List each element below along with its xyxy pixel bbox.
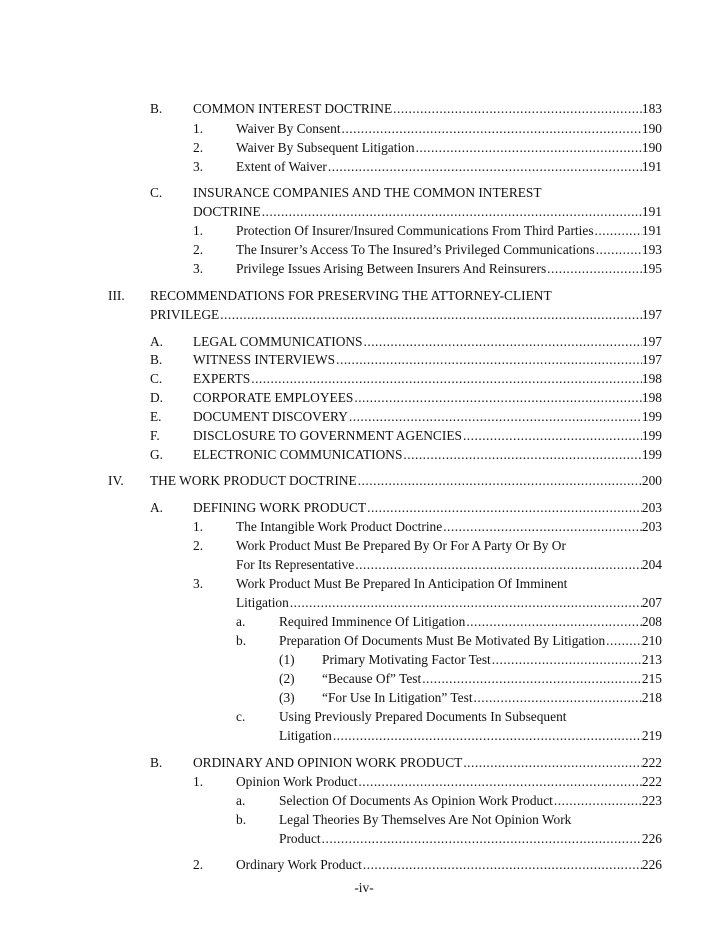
toc-entry-number: 2. <box>193 242 204 257</box>
toc-entry-page: 198 <box>641 390 662 405</box>
toc-entry <box>193 241 662 259</box>
toc-entry-page: 191 <box>641 159 662 174</box>
toc-entry <box>150 351 662 369</box>
toc-entry-title: ORDINARY AND OPINION WORK PRODUCT <box>193 755 463 770</box>
toc-entry-number: (3) <box>279 690 295 705</box>
toc-entry-number: 3. <box>193 261 204 276</box>
toc-entry-number: 2. <box>193 140 204 155</box>
toc-entry-title: DOCTRINE <box>193 204 261 219</box>
toc-entry-title: “For Use In Litigation” Test <box>322 690 473 705</box>
toc-entry-number: a. <box>236 793 246 808</box>
toc-entry-number: A. <box>150 334 164 349</box>
toc-entry <box>193 856 662 874</box>
dot-leader <box>335 351 642 369</box>
toc-entry <box>150 306 662 324</box>
toc-entry-page: 197 <box>641 334 662 349</box>
toc-entry <box>108 472 662 490</box>
dot-leader <box>491 651 642 669</box>
toc-entry-page: 197 <box>641 307 662 322</box>
toc-entry-page: 218 <box>641 690 662 705</box>
toc-entry-number: B. <box>150 101 163 116</box>
toc-entry <box>150 184 542 202</box>
toc-entry-number: G. <box>150 447 164 462</box>
dot-leader <box>353 389 642 407</box>
toc-entry-title: The Intangible Work Product Doctrine <box>236 519 443 534</box>
toc-entry-number: 1. <box>193 121 204 136</box>
toc-entry-title: RECOMMENDATIONS FOR PRESERVING THE ATTORNEY-CLIENT <box>150 288 552 303</box>
toc-entry-number: 3. <box>193 576 204 591</box>
toc-entry <box>150 427 662 445</box>
toc-entry-title: DEFINING WORK PRODUCT <box>193 500 367 515</box>
toc-entry-page: 200 <box>641 473 662 488</box>
dot-leader <box>465 613 642 631</box>
toc-entry-number: 1. <box>193 774 204 789</box>
toc-entry-title: Required Imminence Of Litigation <box>279 614 466 629</box>
dot-leader <box>348 408 642 426</box>
toc-entry <box>150 389 662 407</box>
toc-entry <box>108 287 552 305</box>
toc-entry <box>193 139 662 157</box>
dot-leader <box>357 472 642 490</box>
toc-entry-page: 213 <box>641 652 662 667</box>
toc-entry <box>150 100 662 118</box>
toc-entry-title: Privilege Issues Arising Between Insurers And Reinsurers <box>236 261 547 276</box>
toc-entry-page: 198 <box>641 371 662 386</box>
toc-entry-page: 210 <box>641 633 662 648</box>
dot-leader <box>462 427 642 445</box>
toc-entry-title: DISCLOSURE TO GOVERNMENT AGENCIES <box>193 428 462 443</box>
dot-leader <box>250 370 642 388</box>
toc-entry-page: 222 <box>641 774 662 789</box>
toc-entry <box>236 811 571 829</box>
toc-entry-title: ELECTRONIC COMMUNICATIONS <box>193 447 403 462</box>
dot-leader <box>594 222 642 240</box>
toc-entry-title: Opinion Work Product <box>236 774 358 789</box>
toc-entry-number: 1. <box>193 519 204 534</box>
toc-entry-title: LEGAL COMMUNICATIONS <box>193 334 363 349</box>
toc-entry-title: For Its Representative <box>236 557 355 572</box>
toc-entry-title: Extent of Waiver <box>236 159 327 174</box>
toc-entry <box>236 594 662 612</box>
dot-leader <box>327 158 642 176</box>
toc-entry-title: Selection Of Documents As Opinion Work Product <box>279 793 553 808</box>
dot-leader <box>595 241 642 259</box>
toc-entry-number: b. <box>236 812 247 827</box>
toc-entry-title: Product <box>279 831 321 846</box>
toc-entry-number: 2. <box>193 857 204 872</box>
toc-entry <box>150 333 662 351</box>
toc-entry-number: b. <box>236 633 247 648</box>
toc-entry-page: 199 <box>641 428 662 443</box>
toc-entry <box>150 408 662 426</box>
toc-entry-page: 199 <box>641 409 662 424</box>
toc-entry <box>236 632 662 650</box>
toc-entry <box>193 773 662 791</box>
toc-entry-page: 203 <box>641 519 662 534</box>
toc-entry-title: Protection Of Insurer/Insured Communications From Third Parties <box>236 223 594 238</box>
toc-entry-number: III. <box>108 288 125 303</box>
toc-entry-page: 195 <box>641 261 662 276</box>
toc-entry-title: Work Product Must Be Prepared By Or For A Party Or By Or <box>236 538 566 553</box>
dot-leader <box>289 594 642 612</box>
dot-leader <box>219 306 642 324</box>
toc-entry-number: B. <box>150 352 163 367</box>
toc-entry-title: Primary Motivating Factor Test <box>322 652 491 667</box>
toc-entry-page: 215 <box>641 671 662 686</box>
toc-entry-title: EXPERTS <box>193 371 251 386</box>
dot-leader <box>362 856 642 874</box>
toc-entry <box>279 727 662 745</box>
toc-entry-page: 197 <box>641 352 662 367</box>
toc-entry-number: A. <box>150 500 164 515</box>
toc-entry-number: (2) <box>279 671 295 686</box>
dot-leader <box>357 773 641 791</box>
page-number-footer: -iv- <box>354 880 374 895</box>
dot-leader <box>442 518 642 536</box>
toc-entry-page: 190 <box>641 140 662 155</box>
toc-entry <box>236 708 567 726</box>
toc-entry-number: C. <box>150 371 163 386</box>
toc-entry-title: PRIVILEGE <box>150 307 220 322</box>
dot-leader <box>415 139 642 157</box>
toc-entry <box>150 499 662 517</box>
toc-entry-number: IV. <box>108 473 124 488</box>
toc-entry <box>236 556 662 574</box>
toc-entry-title: DOCUMENT DISCOVERY <box>193 409 348 424</box>
toc-entry-number: (1) <box>279 652 295 667</box>
toc-entry <box>193 120 662 138</box>
toc-entry <box>193 222 662 240</box>
toc-entry-title: Preparation Of Documents Must Be Motivated By Litigation <box>279 633 606 648</box>
toc-entry <box>150 446 662 464</box>
dot-leader <box>421 670 642 688</box>
toc-entry <box>193 158 662 176</box>
toc-entry <box>279 830 662 848</box>
dot-leader <box>402 446 641 464</box>
dot-leader <box>363 333 642 351</box>
toc-entry-title: Ordinary Work Product <box>236 857 362 872</box>
toc-entry-page: 208 <box>641 614 662 629</box>
toc-entry <box>193 575 567 593</box>
toc-entry <box>193 260 662 278</box>
dot-leader <box>366 499 642 517</box>
toc-entry-page: 223 <box>641 793 662 808</box>
toc-entry-title: Litigation <box>236 595 289 610</box>
dot-leader <box>462 754 642 772</box>
toc-entry-page: 199 <box>641 447 662 462</box>
dot-leader <box>553 792 642 810</box>
dot-leader <box>321 830 642 848</box>
toc-entry-page: 191 <box>641 223 662 238</box>
toc-entry-number: 1. <box>193 223 204 238</box>
toc-entry-title: WITNESS INTERVIEWS <box>193 352 336 367</box>
toc-entry-page: 190 <box>641 121 662 136</box>
toc-entry-page: 193 <box>641 242 662 257</box>
toc-entry-title: The Insurer’s Access To The Insured’s Privileged Communications <box>236 242 595 257</box>
toc-entry-page: 226 <box>641 857 662 872</box>
toc-entry-title: Waiver By Subsequent Litigation <box>236 140 415 155</box>
toc-entry-title: Work Product Must Be Prepared In Anticipation Of Imminent <box>236 576 568 591</box>
dot-leader <box>473 689 642 707</box>
toc-entry-number: B. <box>150 755 163 770</box>
toc-entry <box>193 518 662 536</box>
dot-leader <box>341 120 642 138</box>
toc-entry-number: 2. <box>193 538 204 553</box>
toc-entry-number: c. <box>236 709 246 724</box>
toc-entry-title: COMMON INTEREST DOCTRINE <box>193 101 393 116</box>
toc-entry <box>150 754 662 772</box>
toc-entry-number: a. <box>236 614 246 629</box>
toc-entry-title: INSURANCE COMPANIES AND THE COMMON INTEREST <box>193 185 542 200</box>
dot-leader <box>605 632 642 650</box>
toc-entry <box>279 670 662 688</box>
toc-entry-page: 191 <box>641 204 662 219</box>
toc-entry-title: “Because Of” Test <box>322 671 422 686</box>
toc-entry-page: 226 <box>641 831 662 846</box>
toc-entry-title: Legal Theories By Themselves Are Not Opinion Work <box>279 812 572 827</box>
toc-entry-number: C. <box>150 185 163 200</box>
toc-entry-title: Waiver By Consent <box>236 121 341 136</box>
toc-entry-page: 183 <box>641 101 662 116</box>
toc-entry <box>279 689 662 707</box>
toc-entry-number: 3. <box>193 159 204 174</box>
dot-leader <box>261 203 642 221</box>
toc-entry-page: 222 <box>641 755 662 770</box>
toc-entry-title: CORPORATE EMPLOYEES <box>193 390 354 405</box>
toc-entry-title: THE WORK PRODUCT DOCTRINE <box>150 473 357 488</box>
dot-leader <box>546 260 642 278</box>
toc-entry-title: Using Previously Prepared Documents In Subsequent <box>279 709 567 724</box>
dot-leader <box>332 727 642 745</box>
toc-entry <box>193 537 566 555</box>
toc-entry-title: Litigation <box>279 728 332 743</box>
dot-leader <box>392 100 642 118</box>
toc-entry <box>193 203 662 221</box>
toc-entry-page: 203 <box>641 500 662 515</box>
toc-entry-page: 207 <box>641 595 662 610</box>
toc-entry <box>236 792 662 810</box>
dot-leader <box>354 556 642 574</box>
toc-entry-number: F. <box>150 428 160 443</box>
toc-entry <box>236 613 662 631</box>
toc-entry-page: 219 <box>641 728 662 743</box>
toc-entry-page: 204 <box>641 557 662 572</box>
toc-entry-number: D. <box>150 390 164 405</box>
toc-entry-number: E. <box>150 409 162 424</box>
toc-entry <box>279 651 662 669</box>
toc-entry <box>150 370 662 388</box>
